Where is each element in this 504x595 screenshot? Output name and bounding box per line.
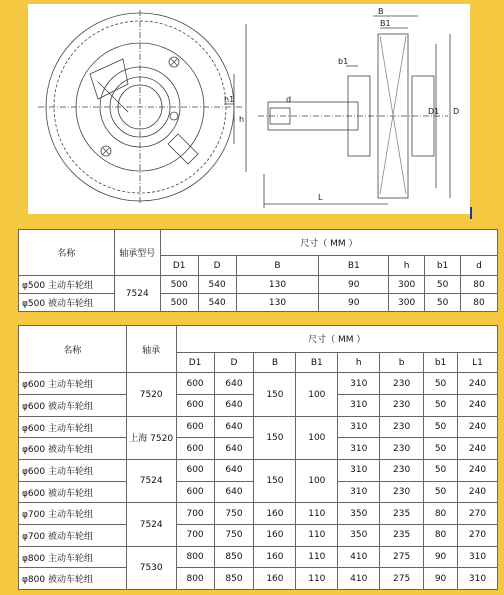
- cell: 230: [380, 481, 424, 503]
- cell: 90: [424, 546, 458, 568]
- cell: 310: [338, 416, 380, 438]
- cell: 850: [214, 546, 254, 568]
- cell: 100: [296, 460, 338, 503]
- cell: 240: [458, 460, 498, 482]
- cell: 160: [254, 525, 296, 547]
- cell: 160: [254, 503, 296, 525]
- col-b: b: [380, 352, 424, 373]
- cell: 235: [380, 525, 424, 547]
- cell: 310: [338, 438, 380, 460]
- cell: 640: [214, 373, 254, 395]
- cell: 100: [296, 416, 338, 459]
- cell: 80: [461, 294, 498, 312]
- cell: 150: [254, 460, 296, 503]
- table-row: [19, 373, 498, 395]
- cell: 500: [160, 276, 198, 294]
- col-h: h: [338, 352, 380, 373]
- cell: 240: [458, 416, 498, 438]
- cell: 600: [176, 373, 214, 395]
- cell: 110: [296, 503, 338, 525]
- row-bearing: 上海 7520: [126, 416, 176, 459]
- wheel-assembly-drawing: [28, 4, 470, 214]
- spec-table-500: [18, 229, 498, 312]
- table-row: [19, 568, 498, 590]
- row-name: φ600 主动车轮组: [19, 416, 127, 438]
- dim-label-B: B: [378, 7, 384, 16]
- cell: 100: [296, 373, 338, 416]
- row-bearing: 7520: [126, 373, 176, 416]
- dim-label-h: h: [239, 115, 245, 124]
- cell: 700: [176, 525, 214, 547]
- row-name: φ600 主动车轮组: [19, 460, 127, 482]
- row-bearing: 7524: [126, 460, 176, 503]
- col-L1: L1: [458, 352, 498, 373]
- cell: 80: [424, 525, 458, 547]
- cell: 540: [198, 276, 236, 294]
- table-row: [19, 525, 498, 547]
- cell: 310: [338, 481, 380, 503]
- cell: 240: [458, 481, 498, 503]
- row-name: φ600 被动车轮组: [19, 395, 127, 417]
- cell: 90: [319, 276, 389, 294]
- dim-label-d: d: [286, 95, 292, 104]
- header-name: 名称: [19, 230, 115, 276]
- col-b1: b1: [425, 256, 461, 276]
- cell: 230: [380, 373, 424, 395]
- col-B1: B1: [296, 352, 338, 373]
- cell: 640: [214, 460, 254, 482]
- cell: 80: [461, 276, 498, 294]
- cell: 110: [296, 568, 338, 590]
- cell: 50: [424, 481, 458, 503]
- cell: 640: [214, 416, 254, 438]
- cell: 640: [214, 438, 254, 460]
- cell: 310: [458, 568, 498, 590]
- row-name: φ700 主动车轮组: [19, 503, 127, 525]
- cell: 600: [176, 416, 214, 438]
- col-D1: D1: [176, 352, 214, 373]
- cell: 350: [338, 525, 380, 547]
- cell: 90: [424, 568, 458, 590]
- dim-label-B1: B1: [380, 19, 391, 28]
- cell: 50: [425, 294, 461, 312]
- cell: 540: [198, 294, 236, 312]
- blue-marker: [470, 207, 472, 219]
- cell: 600: [176, 460, 214, 482]
- cell: 750: [214, 525, 254, 547]
- cell: 600: [176, 481, 214, 503]
- cell: 230: [380, 460, 424, 482]
- row-name: φ500 主动车轮组: [19, 276, 115, 294]
- cell: 150: [254, 416, 296, 459]
- row-name: φ800 被动车轮组: [19, 568, 127, 590]
- table-row: [19, 546, 498, 568]
- cell: 275: [380, 546, 424, 568]
- cell: 130: [236, 294, 319, 312]
- cell: 310: [338, 395, 380, 417]
- cell: 850: [214, 568, 254, 590]
- cell: 640: [214, 481, 254, 503]
- cell: 270: [458, 525, 498, 547]
- cell: 50: [425, 276, 461, 294]
- row-name: φ800 主动车轮组: [19, 546, 127, 568]
- table-row: [19, 503, 498, 525]
- table-row: [19, 416, 498, 438]
- col-h: h: [389, 256, 425, 276]
- col-D: D: [214, 352, 254, 373]
- cell: 600: [176, 395, 214, 417]
- row-bearing: 7524: [114, 276, 160, 312]
- col-B: B: [254, 352, 296, 373]
- dim-label-D: D: [453, 107, 460, 116]
- header-size: 尺寸（ MM ）: [176, 326, 497, 353]
- row-name: φ600 被动车轮组: [19, 481, 127, 503]
- cell: 80: [424, 503, 458, 525]
- cell: 300: [389, 276, 425, 294]
- row-name: φ500 被动车轮组: [19, 294, 115, 312]
- row-bearing: 7530: [126, 546, 176, 589]
- cell: 130: [236, 276, 319, 294]
- header-bearing: 轴承: [126, 326, 176, 373]
- cell: 160: [254, 546, 296, 568]
- table-row: [19, 294, 498, 312]
- col-B: B: [236, 256, 319, 276]
- spec-table-600-800: [18, 325, 498, 590]
- cell: 230: [380, 416, 424, 438]
- cell: 240: [458, 438, 498, 460]
- cell: 700: [176, 503, 214, 525]
- cell: 410: [338, 546, 380, 568]
- cell: 160: [254, 568, 296, 590]
- dim-label-L: L: [318, 193, 323, 202]
- cell: 270: [458, 503, 498, 525]
- cell: 230: [380, 438, 424, 460]
- row-name: φ600 被动车轮组: [19, 438, 127, 460]
- cell: 90: [319, 294, 389, 312]
- cell: 50: [424, 460, 458, 482]
- cell: 800: [176, 546, 214, 568]
- cell: 230: [380, 395, 424, 417]
- dim-label-D1: D1: [428, 107, 440, 116]
- cell: 50: [424, 373, 458, 395]
- cell: 150: [254, 373, 296, 416]
- cell: 750: [214, 503, 254, 525]
- cell: 310: [338, 373, 380, 395]
- row-bearing: 7524: [126, 503, 176, 546]
- col-B1: B1: [319, 256, 389, 276]
- col-D: D: [198, 256, 236, 276]
- header-bearing: 轴承型号: [114, 230, 160, 276]
- cell: 800: [176, 568, 214, 590]
- row-name: φ700 被动车轮组: [19, 525, 127, 547]
- cell: 235: [380, 503, 424, 525]
- cell: 240: [458, 395, 498, 417]
- col-D1: D1: [160, 256, 198, 276]
- row-name: φ600 主动车轮组: [19, 373, 127, 395]
- technical-drawing: [28, 4, 470, 214]
- dim-label-h1: h1: [224, 95, 235, 104]
- header-name: 名称: [19, 326, 127, 373]
- table-row: [19, 460, 498, 482]
- col-d: d: [461, 256, 498, 276]
- cell: 240: [458, 373, 498, 395]
- bearing-box-right: [168, 134, 198, 164]
- cell: 500: [160, 294, 198, 312]
- cell: 410: [338, 568, 380, 590]
- table-row: [19, 276, 498, 294]
- cell: 600: [176, 438, 214, 460]
- cell: 310: [338, 460, 380, 482]
- dim-label-b1: b1: [338, 57, 349, 66]
- cell: 275: [380, 568, 424, 590]
- header-size: 尺寸（ MM ）: [160, 230, 497, 256]
- cell: 50: [424, 416, 458, 438]
- cell: 50: [424, 395, 458, 417]
- cell: 50: [424, 438, 458, 460]
- cell: 300: [389, 294, 425, 312]
- cell: 640: [214, 395, 254, 417]
- cell: 310: [458, 546, 498, 568]
- col-b1: b1: [424, 352, 458, 373]
- cell: 110: [296, 546, 338, 568]
- cell: 350: [338, 503, 380, 525]
- cell: 110: [296, 525, 338, 547]
